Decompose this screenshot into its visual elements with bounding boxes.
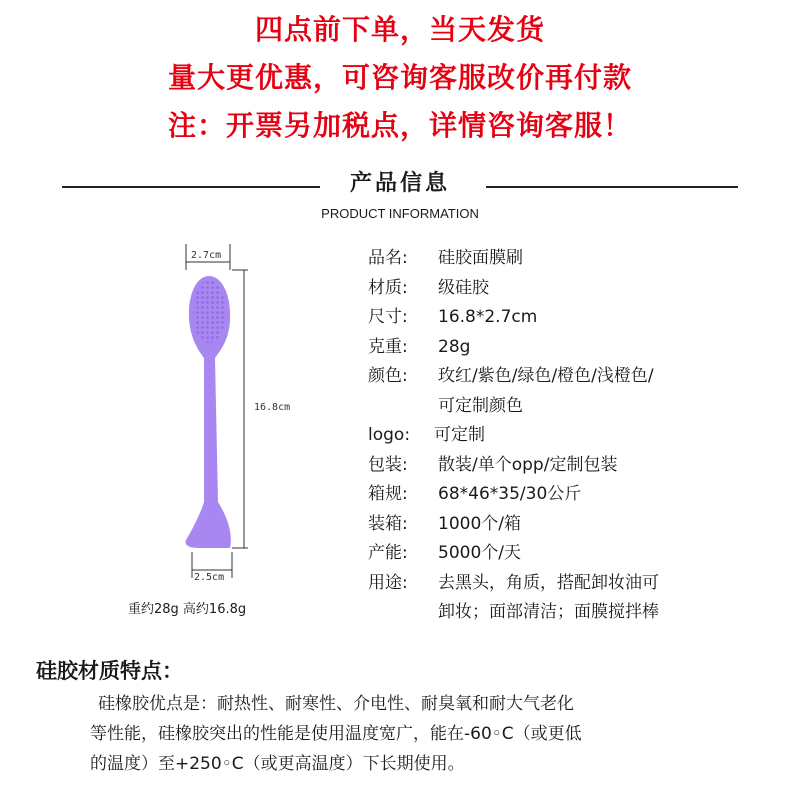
spec-key: 品名: bbox=[368, 248, 408, 268]
spec-value: 卸妆；面部清洁；面膜搅拌棒 bbox=[438, 602, 659, 622]
spec-row bbox=[368, 451, 788, 481]
spec-row bbox=[368, 480, 788, 510]
spec-row bbox=[368, 598, 788, 628]
notice-line-2: 量大更优惠，可咨询客服改价再付款 bbox=[167, 61, 632, 94]
spec-value: 级硅胶 bbox=[438, 277, 489, 298]
top-width-label: 2.7cm bbox=[191, 250, 222, 261]
spec-key: 克重: bbox=[368, 336, 408, 357]
spec-key: 产能: bbox=[368, 543, 408, 563]
spec-value: 散装/单个opp/定制包装 bbox=[438, 454, 618, 475]
spec-value: 可定制颜色 bbox=[438, 395, 523, 416]
features-line: 硅橡胶优点是：耐热性、耐寒性、介电性、耐臭氧和耐大气老化 bbox=[98, 694, 574, 714]
features-title: 硅胶材质特点： bbox=[36, 659, 183, 683]
spec-key: logo: bbox=[368, 425, 411, 445]
section-title: 产品信息 bbox=[349, 171, 450, 196]
spec-list bbox=[368, 244, 788, 628]
spec-row bbox=[368, 569, 788, 599]
spec-value: 硅胶面膜刷 bbox=[438, 248, 523, 268]
spec-key: 材质: bbox=[368, 277, 408, 298]
weight-height-caption: 重约28g 高约16.8g bbox=[128, 602, 247, 617]
section-subtitle: PRODUCT INFORMATION bbox=[321, 206, 479, 221]
silicone-brush-illustration bbox=[120, 240, 340, 590]
spec-value: 可定制 bbox=[434, 425, 485, 445]
notice-line-3: 注：开票另加税点，详情咨询客服！ bbox=[167, 109, 632, 142]
spec-value: 5000个/天 bbox=[438, 543, 521, 563]
spec-row bbox=[368, 362, 788, 392]
spec-row bbox=[368, 333, 788, 363]
spec-key: 尺寸: bbox=[368, 307, 408, 327]
spec-row bbox=[368, 421, 788, 451]
spec-row bbox=[368, 303, 788, 333]
spec-key: 包装: bbox=[368, 454, 408, 475]
spec-key: 用途: bbox=[368, 572, 408, 593]
brush-bristles bbox=[193, 280, 225, 343]
spec-value: 去黑头，角质，搭配卸妆油可 bbox=[438, 572, 659, 593]
spec-row bbox=[368, 510, 788, 540]
features-body bbox=[90, 689, 788, 779]
spec-key: 装箱: bbox=[368, 513, 408, 534]
spec-value: 28g bbox=[438, 336, 471, 357]
spec-key bbox=[368, 598, 438, 628]
spec-row bbox=[368, 274, 788, 304]
spec-value: 16.8*2.7cm bbox=[438, 307, 538, 327]
spec-key: 箱规: bbox=[368, 484, 408, 504]
features-line: 等性能，硅橡胶突出的性能是使用温度宽广，能在-60◦C（或更低 bbox=[90, 724, 582, 744]
spec-row bbox=[368, 539, 788, 569]
spec-value: 68*46*35/30公斤 bbox=[438, 484, 582, 504]
features-line: 的温度）至+250◦C（或更高温度）下长期使用。 bbox=[90, 754, 465, 774]
spec-row bbox=[368, 244, 788, 274]
bottom-width-label: 2.5cm bbox=[194, 572, 225, 583]
notice-line-1: 四点前下单，当天发货 bbox=[254, 13, 545, 46]
spec-key bbox=[368, 392, 438, 422]
spec-value: 玫红/紫色/绿色/橙色/浅橙色/ bbox=[438, 366, 654, 386]
product-image bbox=[120, 240, 340, 590]
spec-key: 颜色: bbox=[368, 366, 408, 386]
spec-row bbox=[368, 392, 788, 422]
length-label: 16.8cm bbox=[254, 402, 291, 413]
divider-right bbox=[486, 186, 738, 188]
spec-value: 1000个/箱 bbox=[438, 513, 521, 534]
